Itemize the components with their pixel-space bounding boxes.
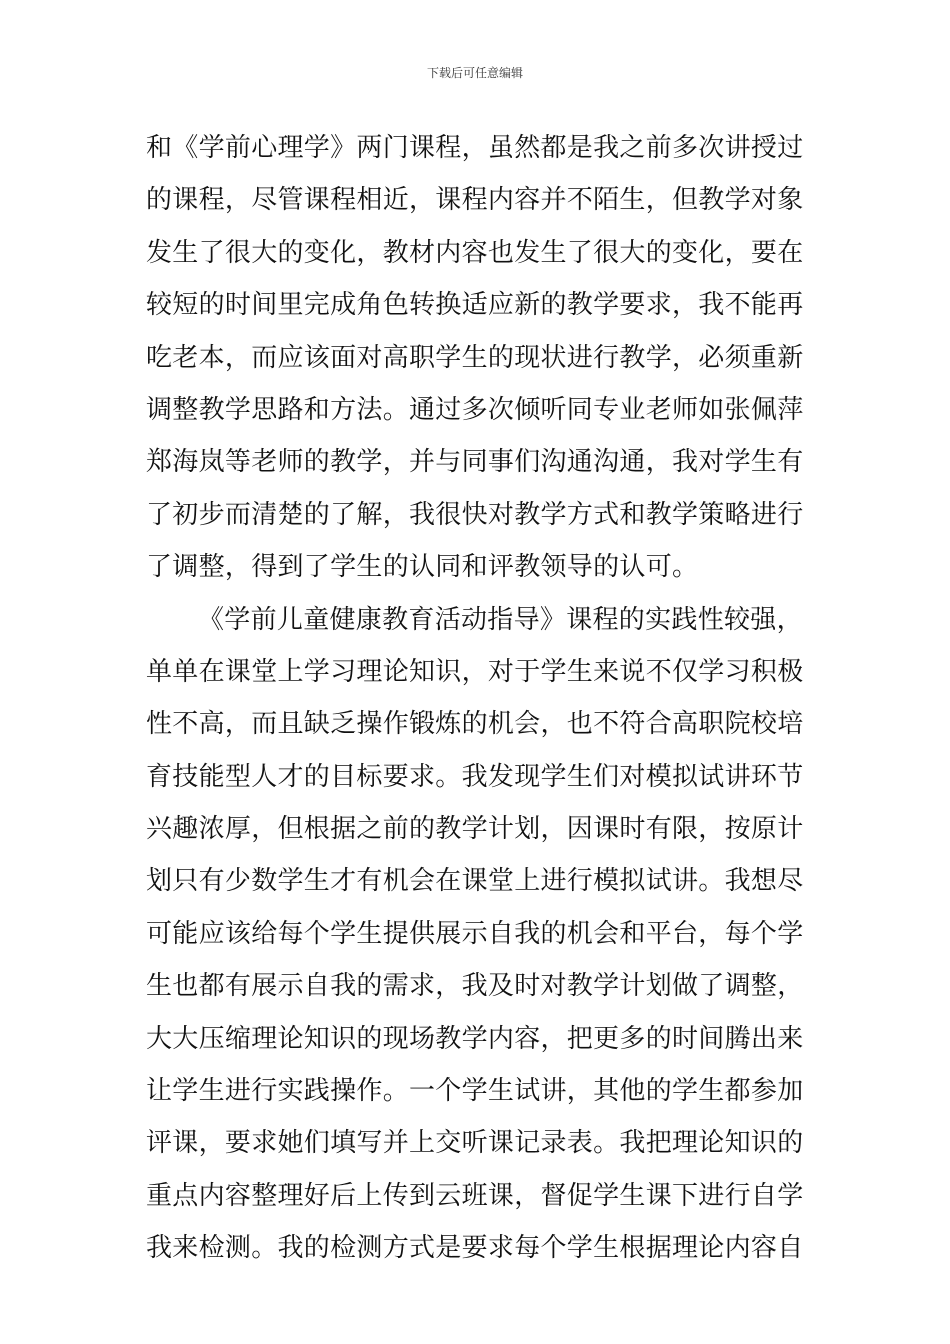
- text-line: 了初步而清楚的了解，我很快对教学方式和教学策略进行: [146, 499, 804, 530]
- text-line: 大大压缩理论知识的现场教学内容，把更多的时间腾出来: [146, 1023, 804, 1054]
- text-line: 兴趣浓厚，但根据之前的教学计划，因课时有限，按原计: [146, 814, 804, 845]
- paragraph-2: [146, 594, 806, 1275]
- text-line: 评课，要求她们填写并上交听课记录表。我把理论知识的: [146, 1128, 804, 1159]
- text-line: 《学前儿童健康教育活动指导》课程的实践性较强，: [198, 604, 803, 635]
- text-line: 发生了很大的变化，教材内容也发生了很大的变化，要在: [146, 237, 804, 268]
- text-line: 可能应该给每个学生提供展示自我的机会和平台，每个学: [146, 918, 804, 949]
- text-line: 较短的时间里完成角色转换适应新的教学要求，我不能再: [146, 290, 804, 321]
- text-line: 单单在课堂上学习理论知识，对于学生来说不仅学习积极: [146, 656, 804, 687]
- page-header: 下载后可任意编辑: [426, 66, 523, 80]
- text-line: 和《学前心理学》两门课程，虽然都是我之前多次讲授过: [146, 133, 804, 163]
- text-line: 吃老本，而应该面对高职学生的现状进行教学，必须重新: [146, 342, 804, 373]
- text-line: 的课程，尽管课程相近，课程内容并不陌生，但教学对象: [146, 185, 804, 216]
- text-line: 生也都有展示自我的需求，我及时对教学计划做了调整，: [146, 971, 804, 1002]
- text-line: 重点内容整理好后上传到云班课，督促学生课下进行自学: [146, 1180, 804, 1211]
- text-line: 调整教学思路和方法。通过多次倾听同专业老师如张佩萍: [146, 394, 804, 425]
- text-line: 让学生进行实践操作。一个学生试讲，其他的学生都参加: [146, 1076, 804, 1107]
- text-line: 我来检测。我的检测方式是要求每个学生根据理论内容自: [146, 1233, 804, 1264]
- text-line: 育技能型人才的目标要求。我发现学生们对模拟试讲环节: [146, 761, 804, 792]
- paragraph-1: [146, 122, 806, 594]
- text-line: 划只有少数学生才有机会在课堂上进行模拟试讲。我想尽: [146, 866, 804, 897]
- document-body: [146, 122, 806, 1275]
- text-line: 郑海岚等老师的教学，并与同事们沟通沟通，我对学生有: [146, 447, 804, 478]
- text-line: 性不高，而且缺乏操作锻炼的机会，也不符合高职院校培: [146, 709, 804, 740]
- text-line: 了调整，得到了学生的认同和评教领导的认可。: [146, 552, 699, 583]
